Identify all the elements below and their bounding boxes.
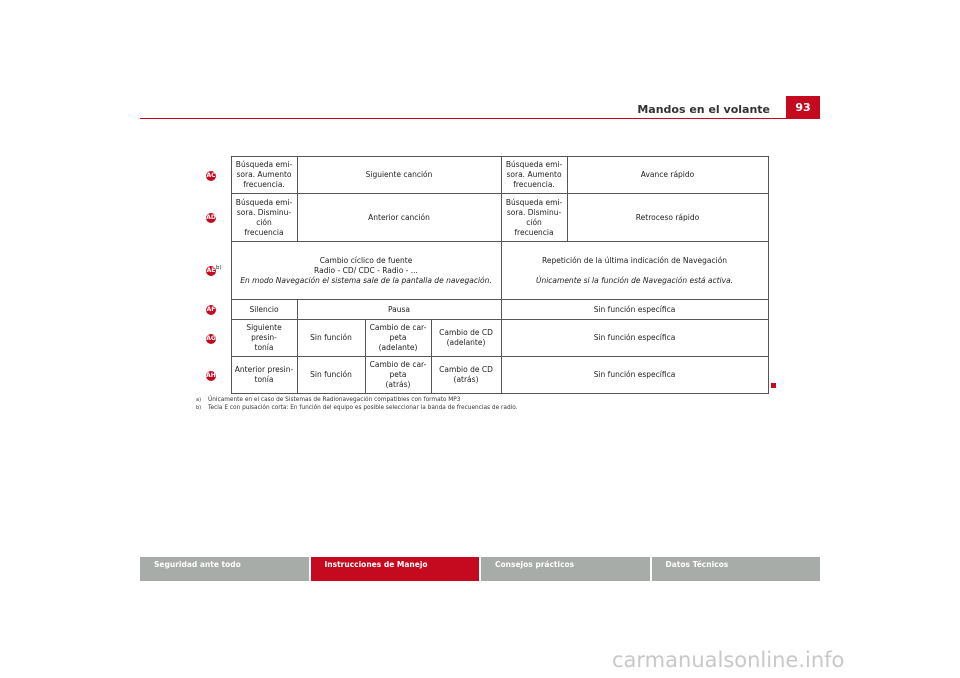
footnote-mark: a)	[196, 397, 202, 403]
footer-nav	[140, 557, 820, 581]
cell-line: Repetición de la última indicación de Navegación	[541, 255, 728, 265]
table-cell: Cambio de car- peta (atrás)	[365, 357, 431, 394]
page-header-title: Mandos en el volante	[637, 103, 770, 116]
steering-controls-table	[196, 156, 769, 394]
cell-line: Radio - CD/ CDC - Radio - ...	[314, 265, 418, 275]
key-cell	[196, 157, 231, 194]
key-cell	[196, 242, 231, 300]
footnote-text: Tecla E con pulsación corta: En función del equipo es posible seleccionar la banda de frecuencias de radio.	[208, 405, 518, 411]
table-cell	[501, 242, 768, 300]
table-row	[196, 300, 768, 320]
table-cell: Búsqueda emi- sora. Disminu- ción frecuencia	[231, 194, 297, 242]
footer-tab-instrucciones[interactable]: Instrucciones de Manejo	[311, 557, 480, 581]
footnote	[196, 396, 756, 404]
table-cell: Sin función específica	[501, 320, 768, 357]
table-row	[196, 157, 768, 194]
footer-tab-consejos[interactable]: Consejos prácticos	[481, 557, 650, 581]
table-cell: Siguiente canción	[297, 157, 501, 194]
table-cell: Búsqueda emi- sora. Aumento frecuencia.	[231, 157, 297, 194]
cell-italic-note: Únicamente si la función de Navegación está activa.	[535, 275, 734, 285]
footer-tab-datos[interactable]: Datos Técnicos	[652, 557, 821, 581]
key-cell	[196, 320, 231, 357]
table-cell	[231, 242, 501, 300]
button-badge-ac: AC	[206, 171, 216, 179]
key-cell	[196, 194, 231, 242]
key-cell	[196, 357, 231, 394]
table-cell: Sin función específica	[501, 300, 768, 320]
cell-italic-note: En modo Navegación el sistema sale de la pantalla de navegación.	[240, 275, 492, 285]
footnote-text: Únicamente en el caso de Sistemas de Radionavegación compatibles con formato MP3	[208, 397, 461, 403]
table-cell: Pausa	[297, 300, 501, 320]
footnotes	[196, 396, 756, 412]
footnote-ref: b)	[216, 265, 222, 271]
table-row	[196, 357, 768, 394]
watermark: carmanualsonline.info	[612, 648, 845, 672]
page-number: 93	[786, 96, 820, 118]
table-cell: Cambio de CD (adelante)	[431, 320, 501, 357]
key-cell	[196, 300, 231, 320]
cell-line: Cambio cíclico de fuente	[319, 255, 413, 265]
table-cell: Avance rápido	[567, 157, 768, 194]
header-divider	[140, 118, 820, 119]
button-badge-ah: AH	[206, 371, 216, 379]
table-cell: Sin función específica	[501, 357, 768, 394]
button-badge-ae: AE	[206, 267, 216, 274]
table-cell: Sin función	[297, 320, 365, 357]
section-end-marker	[771, 383, 776, 388]
table-cell: Anterior canción	[297, 194, 501, 242]
button-badge-af: AF	[206, 306, 216, 313]
table-cell: Sin función	[297, 357, 365, 394]
table-cell: Cambio de CD (atrás)	[431, 357, 501, 394]
footnote	[196, 404, 756, 412]
table-row	[196, 320, 768, 357]
table-cell: Búsqueda emi- sora. Aumento frecuencia.	[501, 157, 567, 194]
table-cell: Cambio de car- peta (adelante)	[365, 320, 431, 357]
table-cell: Silencio	[231, 300, 297, 320]
table-row	[196, 194, 768, 242]
button-badge-ad: AD	[206, 214, 216, 221]
table-row	[196, 242, 768, 300]
table-cell: Anterior presin- tonía	[231, 357, 297, 394]
footer-tab-seguridad[interactable]: Seguridad ante todo	[140, 557, 309, 581]
table-cell: Búsqueda emi- sora. Disminu- ción frecuencia	[501, 194, 567, 242]
table-cell: Siguiente presin- tonía	[231, 320, 297, 357]
footnote-mark: b)	[196, 405, 202, 411]
table-cell: Retroceso rápido	[567, 194, 768, 242]
button-badge-ag: AG	[206, 334, 216, 342]
